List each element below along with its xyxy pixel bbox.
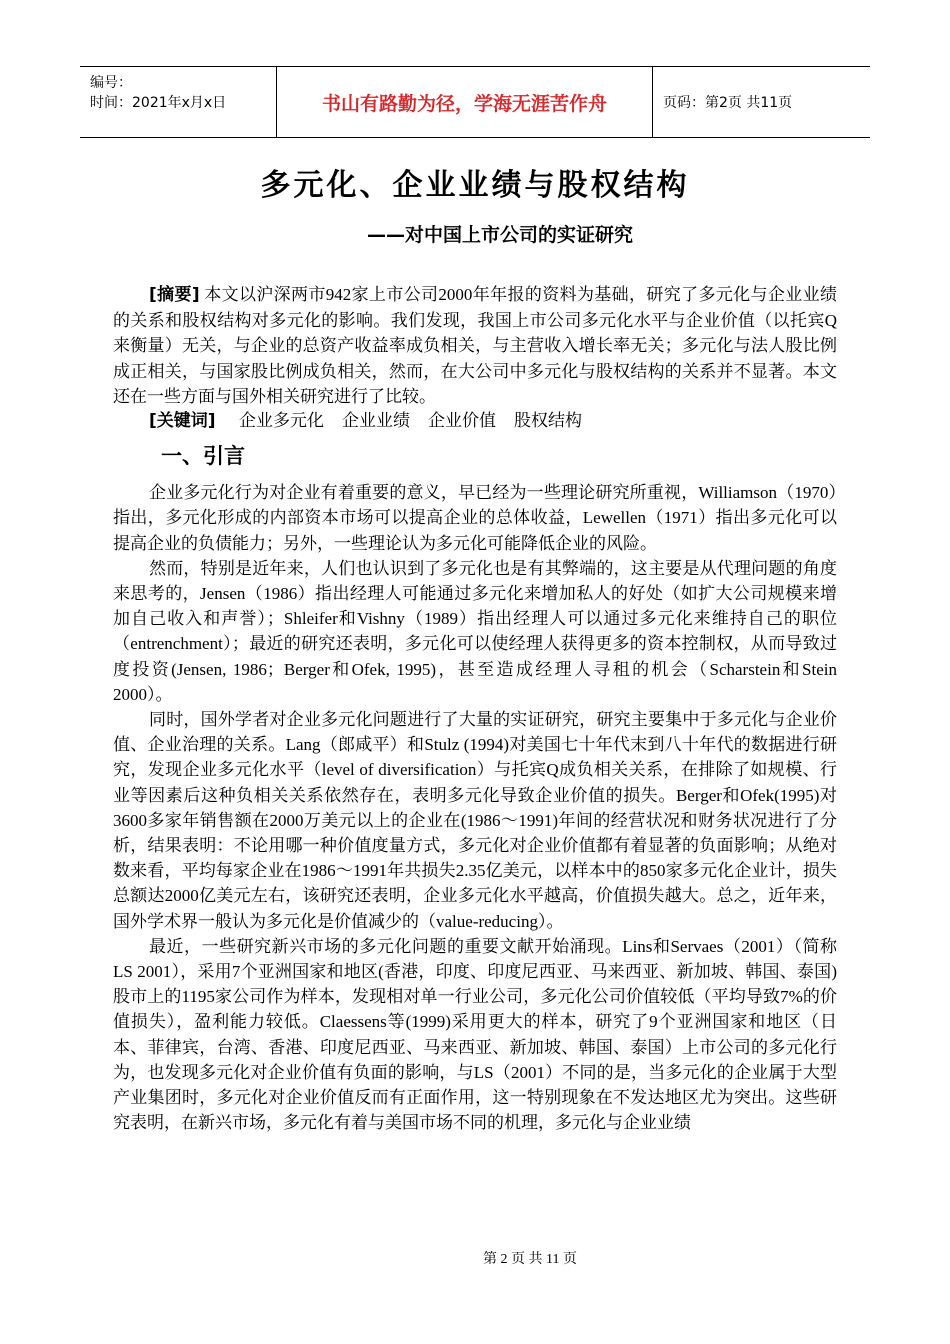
keyword: 股权结构 (513, 411, 582, 432)
body-paragraph: 然而，特别是近年来，人们也认识到了多元化也是有其弊端的，这主要是从代理问题的角度来思考的，Jensen（1986）指出经理人可能通过多元化来增加私人的好处（如扩大公司规模来增加自己收入和声誉）；Shleifer和Vishny（1989）指出经理人可以通过多元化来维持自己的职位（entrenchment）；最近的研究还表明，多元化可以使经理人获得更多的资本控制权，从而导致过度投资(Jensen, 1986；Berger和Ofek, 1995)，甚至造成经理人寻租的机会（Scharstein和Stein 2000）。 (113, 558, 837, 704)
page-header (80, 66, 870, 138)
body-paragraph: 企业多元化行为对企业有着重要的意义，早已经为一些理论研究所重视，Williamson（1970）指出，多元化形成的内部资本市场可以提高企业的总体收益，Lewellen（1971）指出多元化可以提高企业的负债能力；另外，一些理论认为多元化可能降低企业的风险。 (113, 483, 837, 553)
header-motto: 书山有路勤为径，学海无涯苦作舟 (277, 67, 653, 137)
abstract-paragraph (113, 282, 837, 409)
abstract-label: [摘要] (149, 285, 200, 305)
page-footer: 第 2 页 共 11 页 (483, 1252, 577, 1267)
header-meta (80, 67, 277, 137)
document-title: 多元化、企业业绩与股权结构 (260, 168, 690, 203)
keyword: 企业多元化 (238, 411, 324, 432)
body-paragraph: 同时，国外学者对企业多元化问题进行了大量的实证研究，研究主要集中于多元化与企业价值、企业治理的关系。Lang（郎咸平）和Stulz (1994)对美国七十年代末到八十年代的数据进行研究，发现企业多元化水平（level of diversification）与托宾Q成负相关关系，在排除了如规模、行业等因素后这种负相关关系依然存在，表明多元化导致企业价值的损失。Berger和Ofek(1995)对3600多家年销售额在2000万美元以上的企业在(1986～1991)年间的经营状况和财务状况进行了分析，结果表明：不论用哪一种价值度量方式，多元化对企业价值都有着显著的负面影响；从绝对数来看，平均每家企业在1986～1991年共损失2.35亿美元，以样本中的850家多元化企业计，损失总额达2000亿美元左右，该研究还表明，企业多元化水平越高，价值损失越大。总之，近年来，国外学术界一般认为多元化是价值减少的（value-reducing）。 (113, 710, 837, 931)
keyword: 企业价值 (427, 411, 496, 432)
header-page-info: 页码：第2页 共11页 (663, 95, 793, 111)
keywords-paragraph (113, 409, 837, 434)
date-label: 时间：2021年x月x日 (90, 95, 227, 111)
number-label: 编号： (90, 75, 132, 91)
abstract-text: 本文以沪深两市942家上市公司2000年年报的资料为基础，研究了多元化与企业业绩的关系和股权结构对多元化的影响。我们发现，我国上市公司多元化水平与企业价值（以托宾Q来衡量）无关，与企业的总资产收益率成负相关，与主营收入增长率无关；多元化与法人股比例成正相关，与国家股比例成负相关，然而，在大公司中多元化与股权结构的关系并不显著。本文还在一些方面与国外相关研究进行了比较。 (113, 285, 837, 406)
section-heading: 一、引言 (161, 444, 245, 469)
keyword: 企业业绩 (341, 411, 410, 432)
body-paragraph: 最近，一些研究新兴市场的多元化问题的重要文献开始涌现。Lins和Servaes（2001）（简称LS 2001），采用7个亚洲国家和地区(香港，印度、印度尼西亚、马来西亚、新加坡、韩国、泰国)股市上的1195家公司作为样本，发现相对单一行业公司，多元化公司价值较低（平均导致7%的价值损失），盈利能力较低。Claessens等(1999)采用更大的样本，研究了9个亚洲国家和地区（日本、菲律宾，台湾、香港、印度尼西亚、马来西亚、新加坡、韩国、泰国）上市公司的多元化行为，也发现多元化对企业价值有负面的影响，与LS（2001）不同的是，当多元化的企业属于大型产业集团时，多元化对企业价值反而有正面作用，这一特别现象在不发达地区尤为突出。这些研究表明，在新兴市场，多元化有着与美国市场不同的机理，多元化与企业业绩 (113, 936, 837, 1133)
document-body (113, 282, 837, 1136)
keywords-label: [关键词] (149, 411, 216, 432)
document-subtitle: ——对中国上市公司的实证研究 (366, 224, 633, 246)
